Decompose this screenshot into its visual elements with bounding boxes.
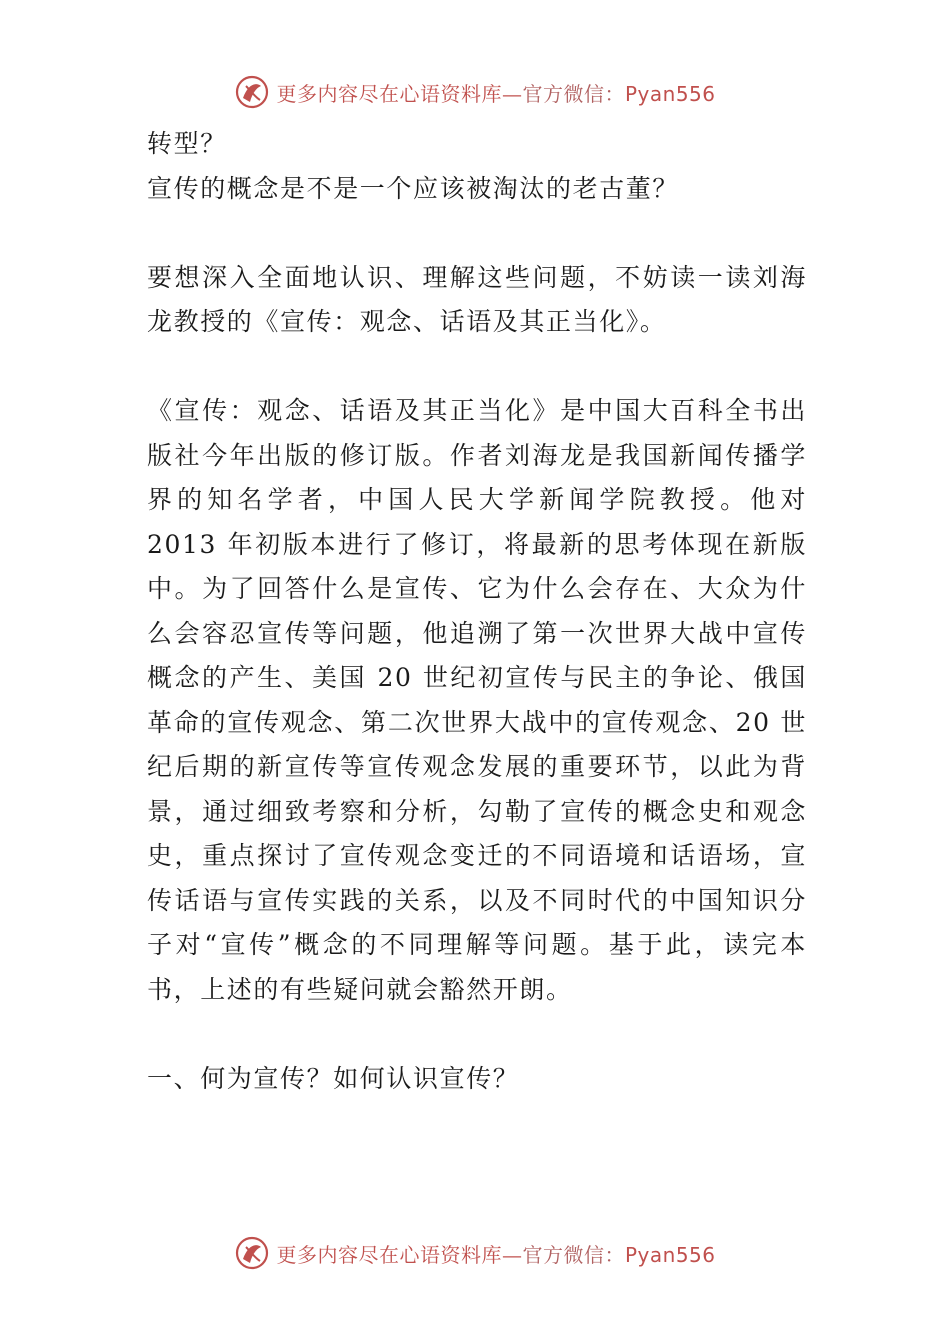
document-body [147,122,807,1101]
paragraph-gap [147,211,807,256]
section-heading-1: 一、何为宣传？如何认识宣传？ [147,1063,520,1093]
footer-wechat-id: Pyan556 [624,1242,716,1267]
footer-separator: — [501,1242,523,1267]
body-line-1: 转型？ [147,129,227,158]
header-wechat-label: 官方微信： [522,81,625,106]
footer-wechat-label: 官方微信： [522,1242,625,1267]
paragraph-gap [147,345,807,390]
header-main-text: 更多内容尽在心语资料库 [276,81,502,106]
ribbon-logo-icon [234,1235,270,1271]
paragraph-gap [147,1012,807,1057]
ribbon-logo-icon [234,74,270,110]
header-text [276,78,715,107]
header-separator: — [501,81,523,106]
footer-banner [0,1233,950,1273]
footer-main-text: 更多内容尽在心语资料库 [276,1242,502,1267]
body-paragraph-3: 《宣传：观念、话语及其正当化》是中国大百科全书出版社今年出版的修订版。作者刘海龙是我国新闻传播学界的知名学者，中国人民大学新闻学院教授。他对 2013 年初版本进行了修订，将最新的思考体现在新版中。为了回答什么是宣传、它为什么会存在、大众为什么会容忍宣传等问题，他追溯了第一次世界大战中宣传概念的产生、美国 20 世纪初宣传与民主的争论、俄国革命的宣传观念、第二次世界大战中的宣传观念、20 世纪后期的新宣传等宣传观念发展的重要环节，以此为背景，通过细致考察和分析，勾勒了宣传的概念史和观念史，重点探讨了宣传观念变迁的不同语境和话语场，宣传话语与宣传实践的关系，以及不同时代的中国知识分子对“宣传”概念的不同理解等问题。基于此，读完本书，上述的有些疑问就会豁然开朗。 [147,396,807,1004]
footer-text [276,1239,715,1268]
header-banner [0,72,950,112]
body-paragraph-2: 要想深入全面地认识、理解这些问题，不妨读一读刘海龙教授的《宣传：观念、话语及其正当化》。 [147,262,807,336]
header-wechat-id: Pyan556 [624,81,716,106]
body-line-2: 宣传的概念是不是一个应该被淘汰的老古董？ [147,173,680,203]
